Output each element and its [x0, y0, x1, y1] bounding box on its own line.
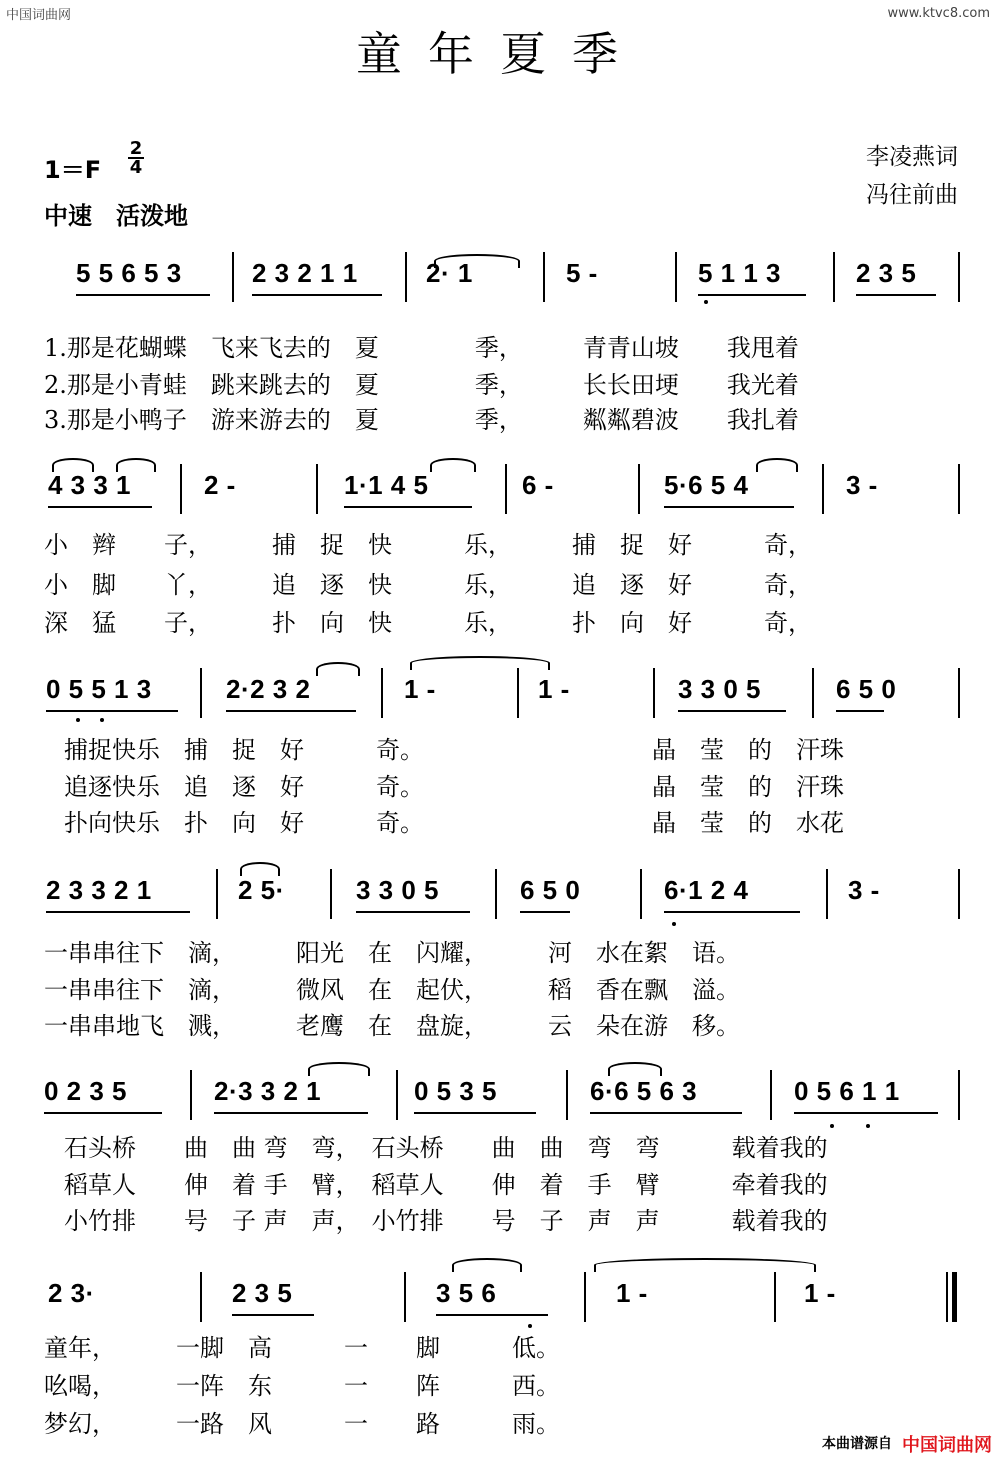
- footer-source-label: 本曲谱源自: [822, 1436, 892, 1452]
- bar-line: [958, 1070, 960, 1120]
- beam-underline: [356, 911, 470, 913]
- measure: 1 -: [804, 1278, 836, 1308]
- bar-line: [330, 869, 332, 919]
- time-signature-bottom: 4: [129, 157, 143, 178]
- measure: 1·1 4 5: [344, 470, 429, 500]
- beam-underline: [214, 1112, 368, 1114]
- measure: 2·3 3 2 1: [214, 1076, 322, 1106]
- time-signature: [128, 140, 144, 176]
- lyric-line: 2.那是小青蛙 跳来跳去的 夏 季， 长长田埂 我光着: [44, 371, 799, 399]
- bar-line: [200, 668, 202, 718]
- octave-dot: [672, 922, 676, 926]
- lyric-line: 深 猛 子， 扑 向 快 乐， 扑 向 好 奇，: [44, 609, 812, 637]
- bar-line: [958, 668, 960, 718]
- octave-dot: [76, 718, 80, 722]
- bar-line: [958, 464, 960, 514]
- measure: 0 5 5 1 3: [46, 674, 152, 704]
- watermark-left: 中国词曲网: [6, 8, 72, 23]
- measure: 0 5 6 1 1: [794, 1076, 900, 1106]
- slur: [308, 1062, 370, 1076]
- lyric-line: 小竹排 号 子 声 声， 小竹排 号 子 声 声 载着我的: [64, 1207, 828, 1235]
- measure: 1 -: [538, 674, 570, 704]
- bar-line: [826, 869, 828, 919]
- measure: 2 3 2 1 1: [252, 258, 358, 288]
- bar-line: [812, 668, 814, 718]
- bar-line: [653, 668, 655, 718]
- bar-line: [316, 464, 318, 514]
- slur: [316, 662, 360, 676]
- measure: 6 5 0: [836, 674, 897, 704]
- composer-credit: 冯往前曲: [866, 182, 958, 208]
- measure: 2·2 3 2: [226, 674, 311, 704]
- bar-line: [505, 464, 507, 514]
- measure: 1 -: [616, 1278, 648, 1308]
- measure: 5·6 5 4: [664, 470, 749, 500]
- bar-line: [833, 252, 835, 302]
- beam-underline: [232, 1314, 314, 1316]
- bar-line: [770, 1070, 772, 1120]
- measure: 0 2 3 5: [44, 1076, 128, 1106]
- lyric-line: 扑向快乐 扑 向 好 奇。 晶 莹 的 水花: [64, 809, 844, 837]
- measure: 3 -: [846, 470, 878, 500]
- bar-line: [566, 1070, 568, 1120]
- beam-underline: [698, 294, 806, 296]
- slur: [452, 1258, 522, 1272]
- measure: 2 3 5: [856, 258, 917, 288]
- lyric-line: 小 辫 子， 捕 捉 快 乐， 捕 捉 好 奇，: [44, 531, 812, 559]
- beam-underline: [836, 710, 884, 712]
- bar-line: [640, 869, 642, 919]
- bar-line: [200, 1272, 202, 1322]
- beam-underline: [856, 294, 936, 296]
- octave-dot: [100, 718, 104, 722]
- measure: 6 5 0: [520, 875, 581, 905]
- song-title: 童年夏季: [356, 27, 644, 81]
- slur: [434, 254, 520, 268]
- footer-source-site: 中国词曲网: [902, 1435, 992, 1456]
- bar-line: [543, 252, 545, 302]
- slur: [52, 458, 94, 472]
- bar-line: [396, 1070, 398, 1120]
- measure: 5 -: [566, 258, 598, 288]
- octave-dot: [830, 1124, 834, 1128]
- slur: [410, 656, 550, 670]
- beam-underline: [252, 294, 382, 296]
- beam-underline: [678, 710, 786, 712]
- lyric-line: 小 脚 丫， 追 逐 快 乐， 追 逐 好 奇，: [44, 571, 812, 599]
- bar-line: [404, 1272, 406, 1322]
- bar-line: [517, 668, 519, 718]
- beam-underline: [664, 911, 800, 913]
- bar-line: [216, 869, 218, 919]
- measure: 4 3 3 1: [48, 470, 132, 500]
- beam-underline: [46, 710, 178, 712]
- beam-underline: [436, 1314, 548, 1316]
- bar-line: [638, 464, 640, 514]
- measure: 2 3 5: [232, 1278, 293, 1308]
- measure: 5 1 1 3: [698, 258, 782, 288]
- watermark-right: www.ktvc8.com: [887, 6, 990, 21]
- beam-underline: [76, 294, 210, 296]
- beam-underline: [48, 506, 152, 508]
- beam-underline: [46, 911, 190, 913]
- bar-line: [822, 464, 824, 514]
- lyric-line: 追逐快乐 追 逐 好 奇。 晶 莹 的 汗珠: [64, 773, 844, 801]
- lyric-line: 吆喝， 一阵 东 一 阵 西。: [44, 1372, 560, 1400]
- measure: 5 5 6 5 3: [76, 258, 182, 288]
- measure: 2 -: [204, 470, 236, 500]
- bar-line: [495, 869, 497, 919]
- bar-line: [946, 1272, 948, 1322]
- measure: 3 3 0 5: [356, 875, 440, 905]
- bar-line: [958, 869, 960, 919]
- lyric-line: 一串串往下 滴， 阳光 在 闪耀， 河 水在絮 语。: [44, 939, 740, 967]
- lyric-line: 捕捉快乐 捕 捉 好 奇。 晶 莹 的 汗珠: [64, 736, 844, 764]
- measure: 3 -: [848, 875, 880, 905]
- lyric-line: 稻草人 伸 着 手 臂， 稻草人 伸 着 手 臂 牵着我的: [64, 1171, 828, 1199]
- measure: 2· 1: [426, 258, 473, 288]
- slur: [608, 1062, 662, 1076]
- slur: [430, 458, 476, 472]
- beam-underline: [520, 911, 570, 913]
- tempo-marking: 中速 活泼地: [44, 202, 188, 230]
- bar-line: [381, 668, 383, 718]
- octave-dot: [704, 300, 708, 304]
- measure: 3 3 0 5: [678, 674, 762, 704]
- bar-line: [190, 1070, 192, 1120]
- measure: 2 3 3 2 1: [46, 875, 152, 905]
- measure: 2 3·: [48, 1278, 95, 1308]
- measure: 0 5 3 5: [414, 1076, 498, 1106]
- beam-underline: [590, 1112, 742, 1114]
- beam-underline: [414, 1112, 536, 1114]
- lyric-line: 梦幻， 一路 风 一 路 雨。: [44, 1410, 560, 1438]
- time-signature-top: 2: [129, 138, 143, 159]
- bar-line: [405, 252, 407, 302]
- measure: 6 -: [522, 470, 554, 500]
- slur: [594, 1258, 816, 1272]
- beam-underline: [664, 506, 794, 508]
- lyric-line: 1.那是花蝴蝶 飞来飞去的 夏 季， 青青山坡 我甩着: [44, 334, 799, 362]
- lyric-line: 童年， 一脚 高 一 脚 低。: [44, 1334, 560, 1362]
- slur: [756, 458, 798, 472]
- measure: 2 5·: [238, 875, 285, 905]
- octave-dot: [866, 1124, 870, 1128]
- bar-line: [180, 464, 182, 514]
- measure: 6·6 5 6 3: [590, 1076, 698, 1106]
- beam-underline: [344, 506, 472, 508]
- bar-line: [675, 252, 677, 302]
- bar-line: [584, 1272, 586, 1322]
- bar-line: [958, 252, 960, 302]
- measure: 1 -: [404, 674, 436, 704]
- lyric-line: 石头桥 曲 曲 弯 弯， 石头桥 曲 曲 弯 弯 载着我的: [64, 1134, 828, 1162]
- measure: 6·1 2 4: [664, 875, 749, 905]
- key-signature: 1＝F: [44, 156, 102, 184]
- slur: [116, 458, 156, 472]
- beam-underline: [44, 1112, 162, 1114]
- lyric-line: 3.那是小鸭子 游来游去的 夏 季， 粼粼碧波 我扎着: [44, 406, 799, 434]
- beam-underline: [226, 710, 356, 712]
- bar-line: [232, 252, 234, 302]
- lyricist-credit: 李凌燕词: [866, 144, 958, 170]
- final-bar-line: [952, 1272, 957, 1322]
- slur: [240, 862, 280, 876]
- bar-line: [774, 1272, 776, 1322]
- beam-underline: [794, 1112, 938, 1114]
- lyric-line: 一串串往下 滴， 微风 在 起伏， 稻 香在飘 溢。: [44, 976, 740, 1004]
- lyric-line: 一串串地飞 溅， 老鹰 在 盘旋， 云 朵在游 移。: [44, 1012, 740, 1040]
- measure: 3 5 6: [436, 1278, 497, 1308]
